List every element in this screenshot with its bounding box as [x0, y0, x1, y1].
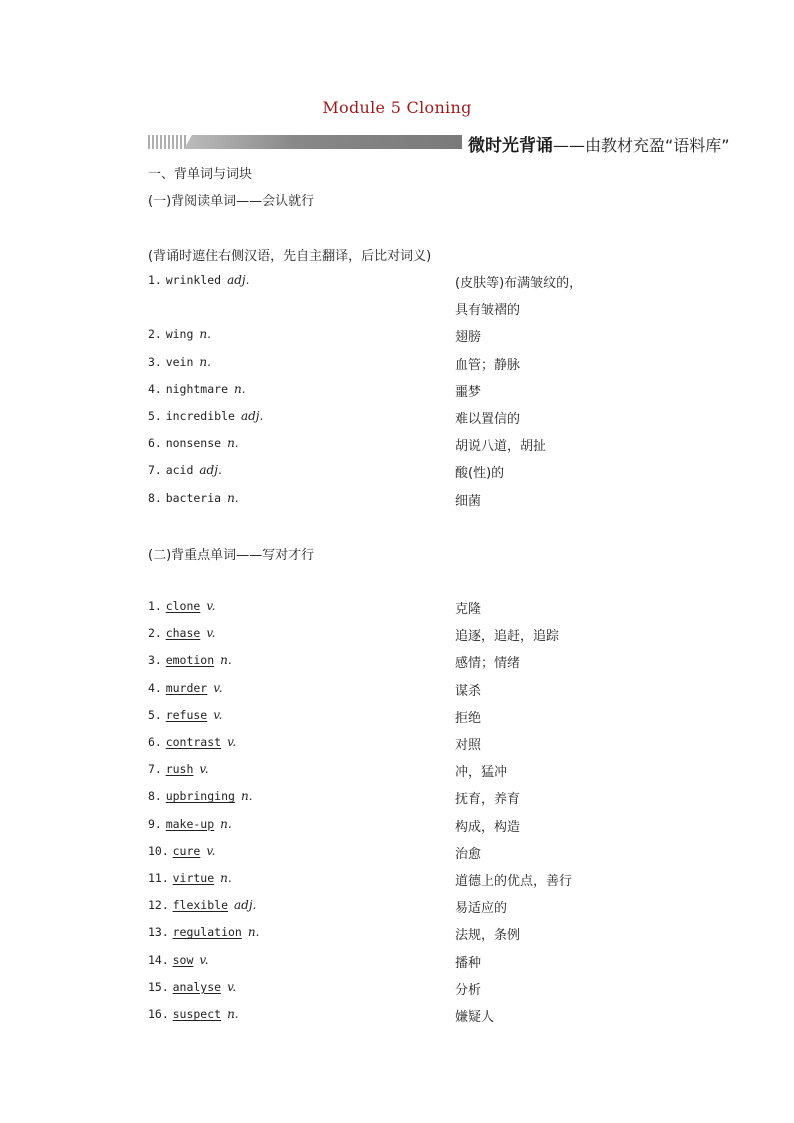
word-number: 2.: [148, 327, 162, 342]
chinese-meaning: 感情；情绪: [455, 656, 521, 672]
word-row: [148, 273, 708, 293]
part-of-speech: v.: [206, 626, 216, 641]
banner-bar: [184, 135, 462, 149]
part-of-speech: adj.: [199, 463, 222, 478]
instruction-text: (背诵时遮住右侧汉语，先自主翻译，后比对词义): [148, 249, 432, 264]
part-of-speech: v.: [199, 952, 209, 967]
word-row: [148, 871, 708, 891]
word-number: 8.: [148, 490, 162, 505]
part-of-speech: n.: [234, 381, 246, 396]
banner-dot-pattern: [148, 135, 186, 149]
word-row: [148, 382, 708, 402]
banner-main-text: 微时光背诵: [468, 136, 553, 156]
part-of-speech: v.: [199, 762, 209, 777]
chinese-meaning-continued: 具有皱褶的: [455, 303, 521, 319]
word-row: [148, 491, 708, 511]
part-of-speech: v.: [227, 979, 237, 994]
word-number: 7.: [148, 463, 162, 478]
word-row: [148, 898, 708, 918]
chinese-meaning: 胡说八道，胡扯: [455, 439, 547, 455]
chinese-meaning: 冲，猛冲: [455, 765, 508, 781]
word-row: [148, 953, 708, 973]
english-word: suspect: [172, 1007, 222, 1021]
word-number: 11.: [148, 871, 169, 885]
page-title: Module 5 Cloning: [322, 98, 472, 117]
chinese-meaning: 细菌: [455, 493, 482, 509]
english-word: emotion: [165, 653, 215, 668]
chinese-meaning: 拒绝: [455, 710, 482, 726]
chinese-meaning: 播种: [455, 955, 482, 971]
chinese-meaning: 嫌疑人: [455, 1010, 495, 1025]
chinese-meaning: 道德上的优点，善行: [455, 874, 573, 889]
english-word: bacteria: [165, 490, 222, 505]
chinese-meaning: 翅膀: [455, 330, 482, 346]
word-row: [148, 735, 708, 755]
chinese-meaning: 对照: [455, 738, 482, 753]
word-row: [148, 599, 708, 619]
chinese-meaning: 谋杀: [455, 683, 482, 699]
section-heading: 一、背单词与词块: [148, 167, 253, 182]
english-word: acid: [165, 463, 194, 478]
word-row-continuation: [148, 300, 708, 320]
word-number: 10.: [148, 843, 169, 858]
part-of-speech: v.: [227, 735, 237, 749]
english-word: nonsense: [165, 436, 222, 451]
word-number: 6.: [148, 735, 162, 749]
part-of-speech: n.: [199, 327, 211, 342]
english-word: analyse: [172, 979, 222, 994]
word-number: 14.: [148, 952, 169, 967]
part-of-speech: n.: [227, 436, 239, 451]
english-word: rush: [165, 762, 194, 777]
chinese-meaning: 难以置信的: [455, 412, 521, 427]
chinese-meaning: 易适应的: [455, 901, 508, 917]
word-row: [148, 789, 708, 809]
chinese-meaning: 分析: [455, 982, 482, 998]
word-number: 1.: [148, 273, 162, 287]
part-of-speech: n.: [227, 490, 239, 505]
chinese-meaning: 酸(性)的: [455, 466, 505, 482]
word-row: [148, 980, 708, 1000]
english-word: flexible: [172, 898, 228, 913]
word-row: [148, 653, 708, 673]
banner-heading: [468, 131, 730, 156]
word-number: 6.: [148, 436, 162, 451]
english-word: sow: [172, 952, 194, 967]
word-number: 1.: [148, 599, 162, 613]
word-row: [148, 436, 708, 456]
part-of-speech: v.: [206, 599, 216, 613]
word-number: 5.: [148, 707, 162, 722]
english-word: murder: [165, 680, 208, 695]
part-of-speech: n.: [240, 789, 253, 804]
chinese-meaning: 法规，条例: [455, 928, 521, 944]
word-row: [148, 817, 708, 837]
word-row: [148, 1007, 708, 1027]
word-number: 15.: [148, 979, 169, 994]
english-word: chase: [165, 626, 201, 641]
chinese-meaning: 噩梦: [455, 384, 482, 400]
subsection-reading-heading: (一)背阅读单词——会认就行: [148, 194, 315, 209]
word-row: [148, 844, 708, 864]
part-of-speech: adj.: [240, 409, 264, 423]
part-of-speech: n.: [220, 653, 232, 668]
part-of-speech: n.: [199, 354, 211, 369]
chinese-meaning: 追逐，追赶，追踪: [455, 629, 560, 645]
chinese-meaning: 构成，构造: [455, 819, 521, 835]
word-number: 8.: [148, 789, 162, 804]
word-number: 4.: [148, 680, 162, 695]
english-word: wing: [165, 327, 194, 342]
word-number: 9.: [148, 816, 162, 831]
word-row: [148, 681, 708, 701]
english-word: clone: [165, 599, 201, 613]
english-word: wrinkled: [165, 273, 222, 287]
part-of-speech: n.: [227, 1007, 239, 1021]
english-word: contrast: [165, 735, 222, 749]
section-banner: [148, 131, 730, 156]
chinese-meaning: 治愈: [455, 846, 482, 862]
word-row: [148, 626, 708, 646]
english-word: make-up: [165, 816, 215, 831]
word-number: 16.: [148, 1007, 169, 1021]
english-word: vein: [165, 354, 194, 369]
word-row: [148, 327, 708, 347]
word-row: [148, 925, 708, 945]
part-of-speech: adj.: [234, 898, 257, 913]
word-number: 2.: [148, 626, 162, 641]
chinese-meaning: (皮肤等)布满皱纹的，: [455, 276, 583, 291]
word-row: [148, 355, 708, 375]
english-word: cure: [172, 843, 201, 858]
english-word: virtue: [172, 871, 215, 885]
part-of-speech: v.: [213, 680, 223, 695]
chinese-meaning: 抚育，养育: [455, 792, 521, 808]
part-of-speech: n.: [247, 925, 260, 940]
english-word: regulation: [172, 925, 242, 940]
part-of-speech: n.: [220, 871, 232, 885]
word-number: 13.: [148, 925, 169, 940]
english-word: nightmare: [165, 381, 228, 396]
word-number: 7.: [148, 762, 162, 777]
word-number: 3.: [148, 653, 162, 668]
word-number: 5.: [148, 409, 162, 423]
word-row: [148, 762, 708, 782]
word-row: [148, 409, 708, 429]
word-number: 12.: [148, 898, 169, 913]
english-word: upbringing: [165, 789, 235, 804]
english-word: refuse: [165, 707, 208, 722]
word-row: [148, 463, 708, 483]
chinese-meaning: 克隆: [455, 602, 482, 617]
chinese-meaning: 血管；静脉: [455, 357, 521, 373]
banner-sub-text: ——由教材充盈“语料库”: [553, 136, 730, 155]
subsection-key-heading: (二)背重点单词——写对才行: [148, 548, 315, 563]
part-of-speech: adj.: [227, 273, 250, 287]
word-number: 4.: [148, 381, 162, 396]
part-of-speech: v.: [206, 843, 216, 858]
part-of-speech: v.: [213, 707, 223, 722]
english-word: incredible: [165, 409, 235, 423]
part-of-speech: n.: [220, 816, 232, 831]
word-number: 3.: [148, 354, 162, 369]
word-row: [148, 708, 708, 728]
